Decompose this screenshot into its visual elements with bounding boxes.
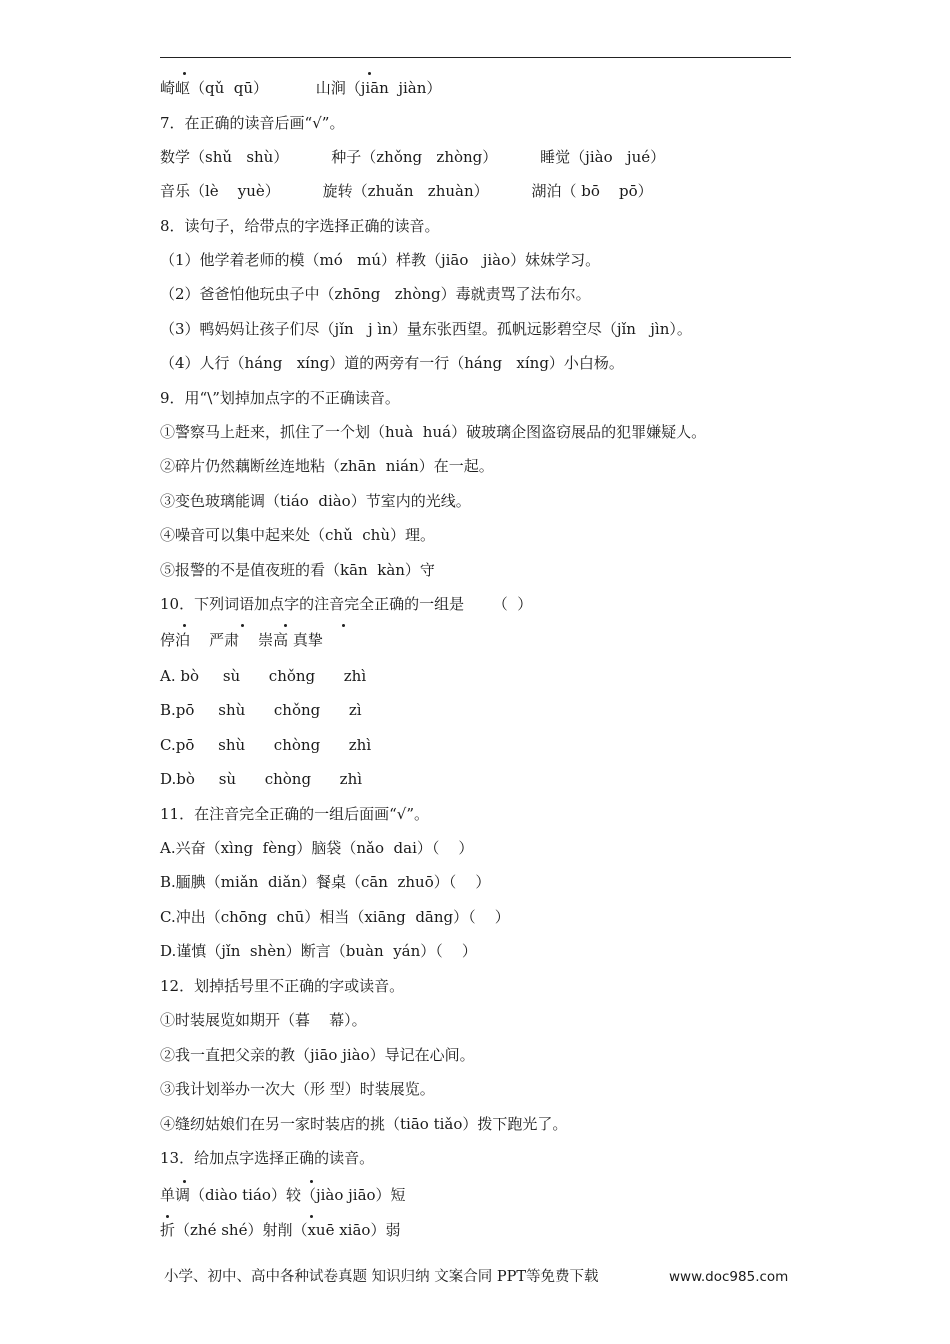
emphasis-dot xyxy=(183,1180,186,1183)
text-line: 崎岖（qǔ qū） 山涧（jiān jiàn） xyxy=(160,79,442,97)
footer-url[interactable]: www.doc985.com xyxy=(669,1269,789,1285)
footer-slogan: 小学、初中、高中各种试卷真题 知识归纳 文案合同 PPT等免费下载 xyxy=(164,1269,599,1285)
text-line: B.腼腆（miǎn diǎn）餐桌（cān zhuō）（ ） xyxy=(160,873,491,891)
text-line: （1）他学着老师的模（mó mú）样教（jiāo jiào）妹妹学习。 xyxy=(160,251,601,269)
question-13-title: 13．给加点字选择正确的读音。 xyxy=(160,1149,375,1167)
text-line: 数学（shǔ shù） 种子（zhǒng zhòng） 睡觉（jiào jué） xyxy=(160,148,666,166)
text-line: （3）鸭妈妈让孩子们尽（jǐn j ìn）量东张西望。孤帆远影碧空尽（jǐn jìn）。 xyxy=(160,320,692,338)
text-line: ④缝纫姑娘们在另一家时装店的挑（tiāo tiǎo）拨下跑光了。 xyxy=(160,1115,568,1133)
question-8-title: 8．读句子，给带点的字选择正确的读音。 xyxy=(160,217,440,235)
text-line: ②碎片仍然藕断丝连地粘（zhān nián）在一起。 xyxy=(160,457,494,475)
text-line: ③我计划举办一次大（形 型）时装展览。 xyxy=(160,1080,435,1098)
text-line: C.pō shù chòng zhì xyxy=(160,736,372,754)
text-line: 停泊 严肃 崇高 真挚 xyxy=(160,631,323,649)
emphasis-dot xyxy=(310,1180,313,1183)
text-line: ①时装展览如期开（暮 幕）。 xyxy=(160,1011,367,1029)
text-line: ①警察马上赶来，抓住了一个划（huà huá）破玻璃企图盗窃展品的犯罪嫌疑人。 xyxy=(160,423,707,441)
text-line: D.谨慎（jǐn shèn）断言（buàn yán）（ ） xyxy=(160,942,477,960)
text-line: A. bò sù chǒng zhì xyxy=(160,667,367,685)
text-line: A.兴奋（xìng fèng）脑袋（nǎo dai）（ ） xyxy=(160,839,474,857)
text-line: ②我一直把父亲的教（jiāo jiào）导记在心间。 xyxy=(160,1046,475,1064)
text-line: ④噪音可以集中起来处（chǔ chù）理。 xyxy=(160,526,435,544)
emphasis-dot xyxy=(183,72,186,75)
text-line: B.pō shù chǒng zì xyxy=(160,701,362,719)
text-line: （4）人行（háng xíng）道的两旁有一行（háng xíng）小白杨。 xyxy=(160,354,624,372)
emphasis-dot xyxy=(241,624,244,627)
text-line: D.bò sù chòng zhì xyxy=(160,770,363,788)
text-line: ⑤报警的不是值夜班的看（kān kàn）守 xyxy=(160,561,435,579)
emphasis-dot xyxy=(284,624,287,627)
question-7-title: 7．在正确的读音后画“√”。 xyxy=(160,114,345,132)
text-line: 单调（diào tiáo）较（jiào jiāo）短 xyxy=(160,1186,406,1204)
emphasis-dot xyxy=(166,1215,169,1218)
emphasis-dot xyxy=(310,1215,313,1218)
question-9-title: 9．用“\”划掉加点字的不正确读音。 xyxy=(160,389,400,407)
question-12-title: 12．划掉括号里不正确的字或读音。 xyxy=(160,977,405,995)
emphasis-dot xyxy=(183,624,186,627)
text-line: 音乐（lè yuè） 旋转（zhuǎn zhuàn） 湖泊（ bō pō） xyxy=(160,182,653,200)
emphasis-dot xyxy=(342,624,345,627)
question-11-title: 11．在注音完全正确的一组后面画“√”。 xyxy=(160,805,429,823)
text-line: ③变色玻璃能调（tiáo diào）节室内的光线。 xyxy=(160,492,471,510)
header-rule xyxy=(160,57,791,58)
text-line: （2）爸爸怕他玩虫子中（zhōng zhòng）毒就责骂了法布尔。 xyxy=(160,285,591,303)
question-10-title: 10．下列词语加点字的注音完全正确的一组是 （ ） xyxy=(160,595,533,613)
text-line: 折（zhé shé）射削（xuē xiāo）弱 xyxy=(160,1221,401,1239)
text-line: C.冲出（chōng chū）相当（xiāng dāng）（ ） xyxy=(160,908,510,926)
emphasis-dot xyxy=(368,72,371,75)
